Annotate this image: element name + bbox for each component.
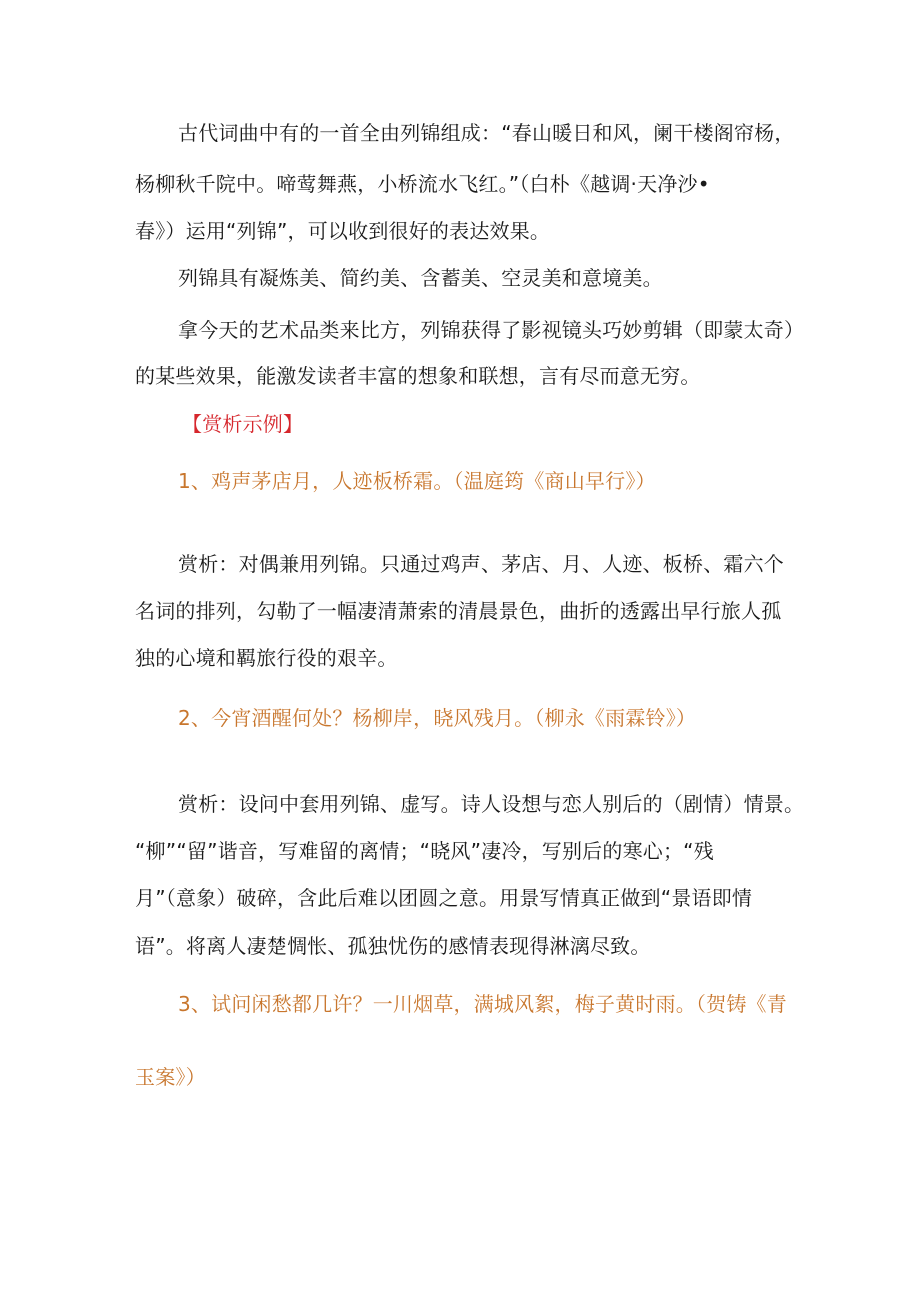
example-1-analysis-line-1: 赏析：对偶兼用列锦。只通过鸡声、茅店、月、人迹、板桥、霜六个	[178, 552, 784, 576]
example-3-verse-line-2: 玉案》）	[135, 1065, 206, 1089]
intro-paragraph-2: 列锦具有凝炼美、简约美、含蓄美、空灵美和意境美。	[178, 266, 663, 290]
example-2-verse: 2、今宵酒醒何处？杨柳岸，晓风残月。（柳永《雨霖铃》）	[178, 706, 697, 730]
example-1-verse: 1、鸡声茅店月，人迹板桥霜。（温庭筠《商山早行》）	[178, 469, 656, 493]
example-1-analysis-line-3: 独的心境和羁旅行役的艰辛。	[135, 646, 398, 670]
example-2-analysis-line-2: “柳”“留”谐音，写难留的离情；“晓风”凄冷，写别后的寒心；“残	[135, 839, 714, 863]
intro-paragraph-1-line-2: 杨柳秋千院中。啼莺舞燕，小桥流水飞红。”（白朴《越调·天净沙•	[135, 172, 710, 196]
example-3-verse-line-1: 3、试问闲愁都几许？一川烟草，满城风絮，梅子黄时雨。（贺铸《青	[178, 992, 787, 1016]
intro-paragraph-1-line-1: 古代词曲中有的一首全由列锦组成：“春山暖日和风，阑干楼阁帘杨，	[178, 121, 795, 145]
example-1-analysis-line-2: 名词的排列，勾勒了一幅凄清萧索的清晨景色，曲折的透露出早行旅人孤	[135, 599, 782, 623]
example-2-analysis-line-3: 月”（意象）破碎，含此后难以团圆之意。用景写情真正做到“景语即情	[135, 886, 753, 910]
example-2-analysis-line-4: 语”。将离人凄楚惆怅、孤独忧伤的感情表现得淋漓尽致。	[135, 934, 651, 958]
section-heading: 【赏析示例】	[182, 412, 304, 436]
intro-paragraph-1-line-3: 春》）运用“列锦”，可以收到很好的表达效果。	[135, 219, 551, 243]
intro-paragraph-3-line-2: 的某些效果，能激发读者丰富的想象和联想，言有尽而意无穷。	[135, 364, 701, 388]
intro-paragraph-3-line-1: 拿今天的艺术品类来比方，列锦获得了影视镜头巧妙剪辑（即蒙太奇）	[178, 318, 805, 342]
example-2-analysis-line-1: 赏析：设问中套用列锦、虚写。诗人设想与恋人别后的（剧情）情景。	[178, 792, 805, 816]
